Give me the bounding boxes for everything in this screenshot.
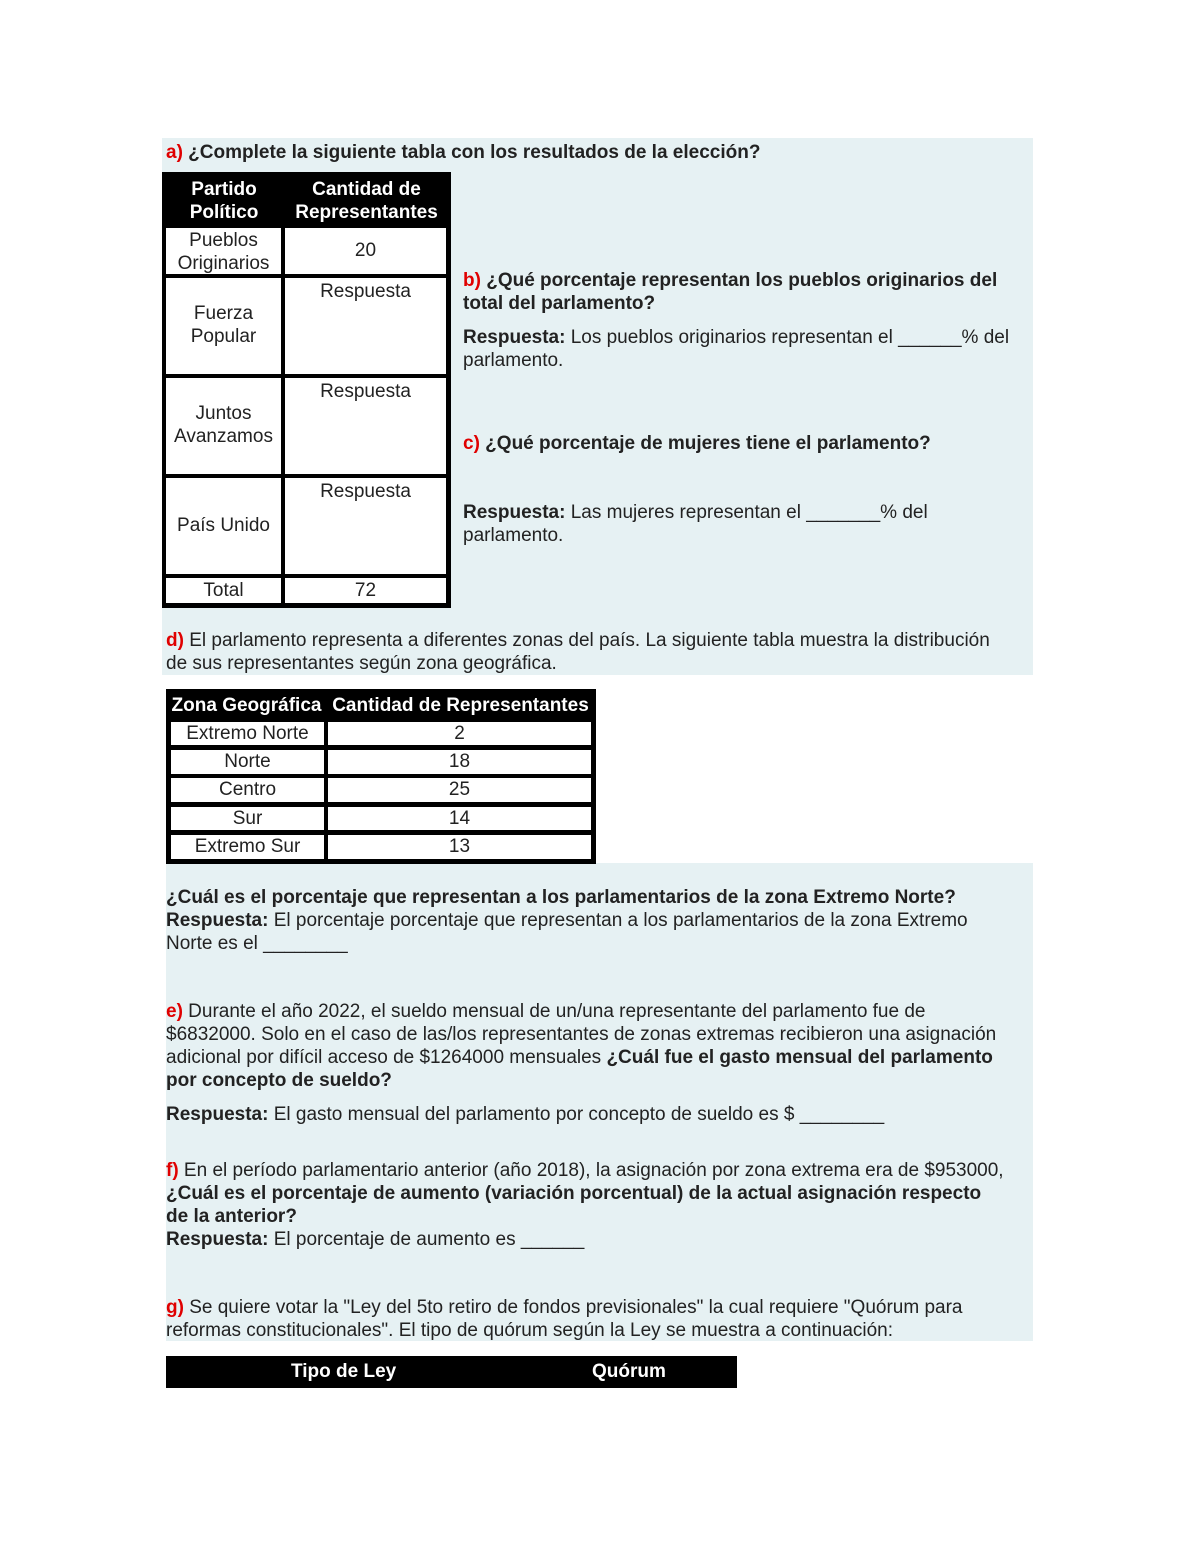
table-cell-zone: Norte: [171, 750, 324, 774]
table-cell-zone: Extremo Norte: [171, 722, 324, 745]
table-header-zone: Zona Geográfica: [171, 695, 322, 716]
table-cell-zone: Centro: [171, 778, 324, 802]
question-b: b) ¿Qué porcentaje representan los pueblos originarios del: [463, 270, 998, 291]
table-cell-value: 13: [328, 835, 591, 859]
table-cell-party: Pueblos Originarios: [166, 228, 281, 274]
table-cell-value: 18: [328, 750, 591, 774]
question-f: f) En el período parlamentario anterior (año 2018), la asignación por zona extrema era de $953000,: [166, 1160, 1004, 1181]
table-header-law-type: Tipo de Ley: [291, 1361, 397, 1382]
parties-table: [162, 172, 451, 608]
answer-c: Respuesta: Las mujeres representan el _______% del: [463, 502, 928, 523]
table-cell-party: Fuerza Popular: [166, 278, 281, 374]
zones-table: [166, 689, 596, 864]
question-d-line2: de sus representantes según zona geográfica.: [166, 653, 557, 674]
answer-c-line2: parlamento.: [463, 525, 564, 546]
answer-e: Respuesta: El gasto mensual del parlamento por concepto de sueldo es $ ________: [166, 1104, 885, 1125]
table-cell-value: 20: [285, 228, 446, 274]
table-header-count: Cantidad de Representantes: [295, 179, 438, 223]
question-d: d) El parlamento representa a diferentes zonas del país. La siguiente tabla muestra la distribución: [166, 630, 990, 651]
question-c: c) ¿Qué porcentaje de mujeres tiene el parlamento?: [463, 433, 931, 454]
question-a: a) ¿Complete la siguiente tabla con los resultados de la elección?: [166, 142, 761, 163]
table-total-label: Total: [166, 578, 281, 603]
table-header-party: Partido Político: [189, 179, 259, 223]
table-cell-value: 14: [328, 807, 591, 830]
quorum-table-header: [166, 1356, 737, 1388]
question-e-line3: adicional por difícil acceso de $1264000 mensuales ¿Cuál fue el gasto mensual del parlamento: [166, 1047, 993, 1068]
question-e: e) Durante el año 2022, el sueldo mensual de un/una representante del parlamento fue de: [166, 1001, 926, 1022]
question-extreme-north: ¿Cuál es el porcentaje que representan a los parlamentarios de la zona Extremo Norte?: [166, 887, 956, 908]
table-total-value: 72: [285, 578, 446, 603]
table-cell-value: 25: [328, 778, 591, 802]
table-cell-party: Juntos Avanzamos: [166, 378, 281, 474]
table-cell-zone: Sur: [171, 807, 324, 830]
answer-b: Respuesta: Los pueblos originarios representan el ______% del: [463, 327, 1010, 348]
question-f-line3: de la anterior?: [166, 1206, 297, 1227]
question-g: g) Se quiere votar la "Ley del 5to retiro de fondos previsionales" la cual requiere "Quórum para: [166, 1297, 963, 1318]
question-e-line2: $6832000. Solo en el caso de las/los representantes de zonas extremas recibieron una asignación: [166, 1024, 997, 1045]
table-cell-value: 2: [328, 722, 591, 745]
question-g-line2: reformas constitucionales". El tipo de quórum según la Ley se muestra a continuación:: [166, 1320, 894, 1341]
answer-field[interactable]: Respuesta: [285, 378, 446, 474]
question-e-line4: por concepto de sueldo?: [166, 1070, 392, 1091]
answer-f: Respuesta: El porcentaje de aumento es ______: [166, 1229, 585, 1250]
answer-extreme-north-line2: Norte es el ________: [166, 933, 348, 954]
answer-field[interactable]: Respuesta: [285, 478, 446, 574]
table-cell-zone: Extremo Sur: [171, 835, 324, 859]
answer-b-line2: parlamento.: [463, 350, 564, 371]
answer-field[interactable]: Respuesta: [285, 278, 446, 374]
table-cell-party: País Unido: [166, 478, 281, 574]
answer-extreme-north: Respuesta: El porcentaje porcentaje que representan a los parlamentarios de la zona Extremo: [166, 910, 968, 931]
table-header-quorum: Quórum: [592, 1361, 666, 1382]
question-f-line2: ¿Cuál es el porcentaje de aumento (variación porcentual) de la actual asignación respecto: [166, 1183, 982, 1204]
question-b-line2: total del parlamento?: [463, 293, 656, 314]
table-header-count: Cantidad de Representantes: [332, 695, 589, 716]
